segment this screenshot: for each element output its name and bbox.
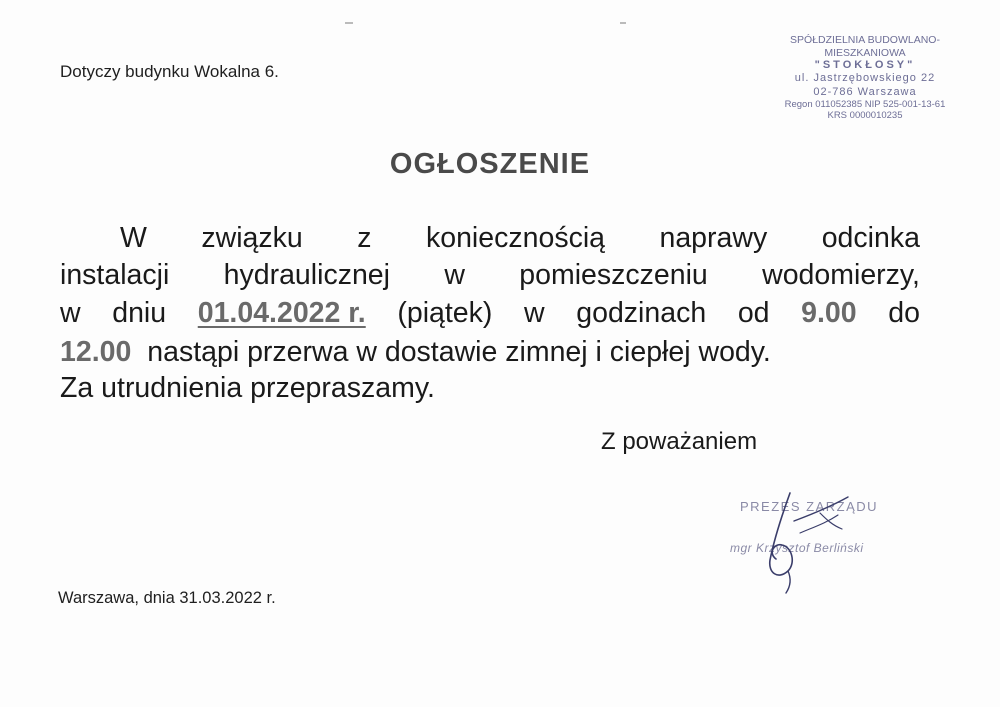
notice-line-1 bbox=[120, 222, 920, 255]
signature-role: PREZES ZARZĄDU bbox=[740, 499, 879, 514]
time-from: 9.00 bbox=[801, 297, 857, 329]
line-4-rest: nastąpi przerwa w dostawie zimnej i ciepłej wody. bbox=[147, 336, 771, 368]
word: W bbox=[120, 222, 147, 254]
signature-name: mgr Krzysztof Berliński bbox=[730, 541, 864, 555]
closing-regards: Z poważaniem bbox=[601, 428, 758, 455]
outage-date: 01.04.2022 r. bbox=[197, 297, 366, 329]
word: hydraulicznej bbox=[223, 259, 390, 291]
notice-line-5: Za utrudnienia przepraszamy. bbox=[60, 372, 435, 404]
stamp-line-5: Regon 011052385 NIP 525-001-13-61 bbox=[784, 98, 946, 110]
weekday: (piątek) bbox=[397, 297, 493, 329]
word: wodomierzy, bbox=[762, 259, 920, 291]
word: pomieszczeniu bbox=[519, 259, 708, 291]
notice-title: OGŁOSZENIE bbox=[389, 148, 591, 180]
cooperative-stamp bbox=[755, 34, 975, 122]
stamp-line-2: "STOKŁOSY" bbox=[814, 59, 916, 72]
word: związku bbox=[201, 222, 303, 254]
word: godzinach bbox=[576, 297, 707, 329]
notice-line-4 bbox=[60, 336, 920, 369]
building-reference: Dotyczy budynku Wokalna 6. bbox=[60, 62, 279, 81]
stamp-line-3: ul. Jastrzębowskiego 22 bbox=[794, 72, 936, 85]
scan-mark bbox=[345, 22, 353, 24]
word: koniecznością bbox=[425, 222, 605, 254]
stamp-line-1: SPÓŁDZIELNIA BUDOWLANO-MIESZKANIOWA bbox=[790, 34, 940, 59]
word: w bbox=[444, 259, 465, 291]
scan-mark bbox=[620, 22, 626, 24]
place-and-date: Warszawa, dnia 31.03.2022 r. bbox=[58, 589, 276, 607]
notice-line-2 bbox=[60, 259, 920, 292]
word: odcinka bbox=[821, 222, 920, 254]
word: w bbox=[60, 297, 81, 329]
word: z bbox=[357, 222, 372, 254]
word: do bbox=[888, 297, 920, 329]
stamp-line-6: KRS 0000010235 bbox=[827, 110, 903, 122]
stamp-line-4: 02-786 Warszawa bbox=[813, 85, 917, 98]
handwritten-signature bbox=[730, 485, 930, 595]
notice-line-3 bbox=[60, 297, 920, 330]
word: instalacji bbox=[60, 259, 170, 291]
time-to: 12.00 bbox=[60, 336, 132, 368]
signature-stamp bbox=[730, 485, 930, 595]
word: naprawy bbox=[659, 222, 768, 254]
word: w bbox=[524, 297, 545, 329]
word: dniu bbox=[112, 297, 167, 329]
word: od bbox=[737, 297, 770, 329]
